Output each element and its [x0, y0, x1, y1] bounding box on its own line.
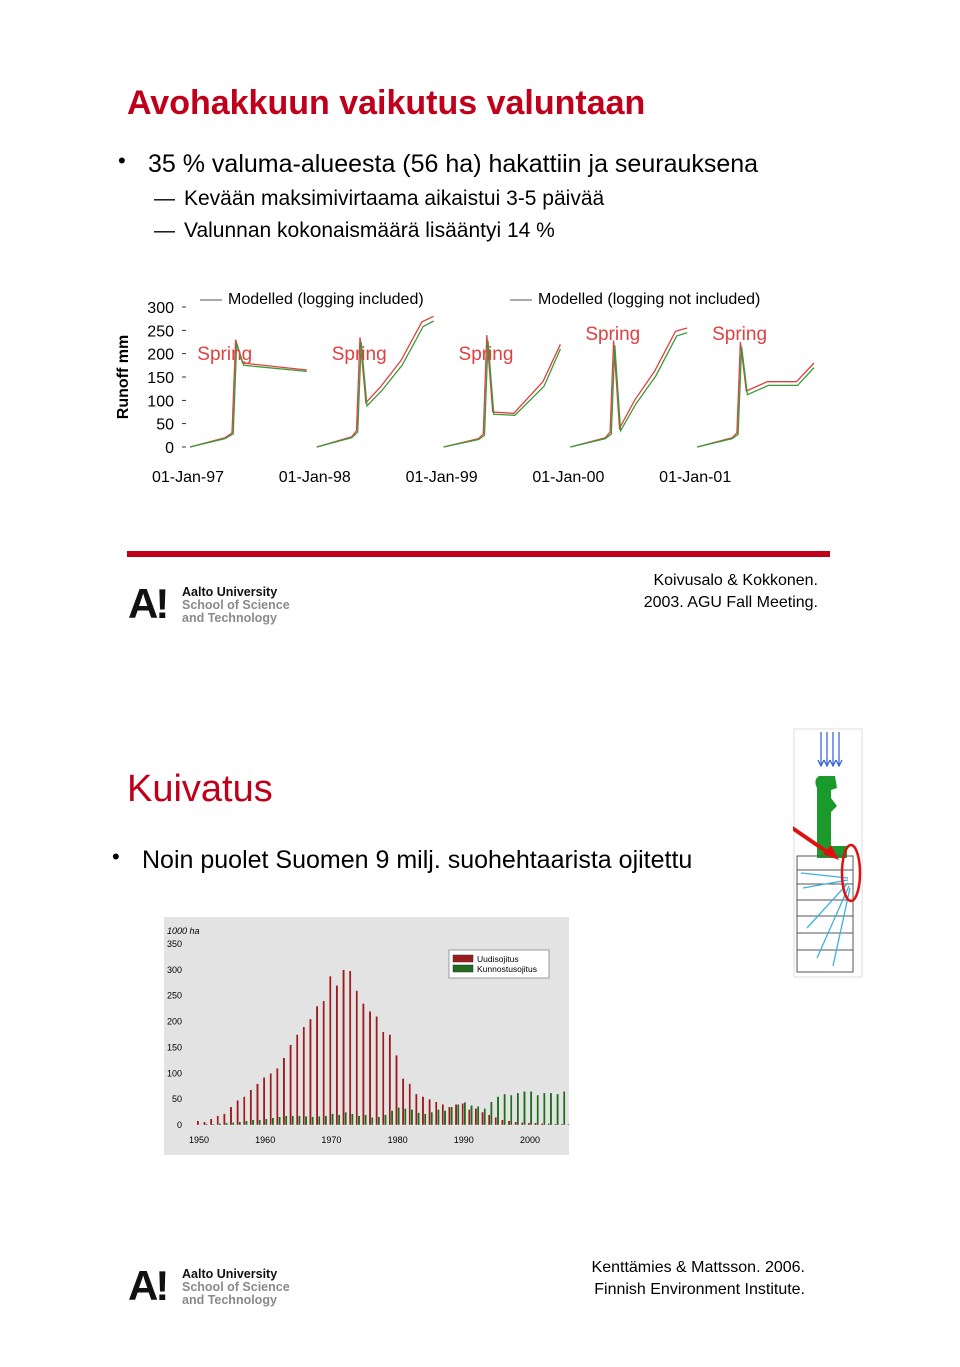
citation: [592, 1257, 805, 1301]
bar-kunnostusojitus: [477, 1106, 479, 1125]
bar-uudisojitus: [376, 1016, 378, 1125]
drainage-bar-chart: [164, 917, 569, 1155]
rain-arrows-icon: [818, 732, 842, 766]
bar-kunnostusojitus: [338, 1115, 340, 1125]
y-tick-label: 150: [147, 370, 174, 387]
bar-uudisojitus: [237, 1100, 239, 1125]
y-tick-label: 0: [165, 440, 174, 457]
bar-uudisojitus: [422, 1097, 424, 1125]
bar-uudisojitus: [369, 1011, 371, 1125]
bullet-item: [118, 148, 759, 179]
bar-uudisojitus: [296, 1035, 298, 1126]
series-line-logging-not-included: [317, 321, 434, 447]
bar-kunnostusojitus: [444, 1111, 446, 1125]
bar-uudisojitus: [495, 1117, 497, 1125]
y-tick-label: 0: [176, 1120, 182, 1130]
x-tick-label: 01-Jan-97: [151, 469, 225, 486]
bar-kunnostusojitus: [278, 1117, 280, 1125]
bar-kunnostusojitus: [212, 1124, 214, 1125]
bar-uudisojitus: [435, 1102, 437, 1125]
citation-line: 2003. AGU Fall Meeting.: [643, 594, 818, 611]
bullet-text: Noin puolet Suomen 9 milj. suohehtaarista ojitettu: [142, 846, 693, 874]
bar-kunnostusojitus: [457, 1104, 459, 1125]
bar-uudisojitus: [402, 1078, 404, 1125]
bar-kunnostusojitus: [312, 1117, 314, 1125]
slide-title: Kuivatus: [127, 768, 273, 810]
bar-uudisojitus: [488, 1115, 490, 1125]
bar-uudisojitus: [462, 1103, 464, 1125]
series-line-logging-included: [317, 316, 434, 447]
bar-uudisojitus: [197, 1121, 199, 1125]
bar-kunnostusojitus: [530, 1091, 532, 1125]
bar-kunnostusojitus: [245, 1121, 247, 1125]
bar-uudisojitus: [210, 1119, 212, 1125]
logo-line-3: and Technology: [182, 611, 277, 625]
spring-annotation: Spring: [197, 344, 253, 365]
bar-uudisojitus: [409, 1084, 411, 1125]
bar-uudisojitus: [223, 1114, 225, 1125]
bar-kunnostusojitus: [424, 1114, 426, 1125]
sub-bullet-item: [154, 187, 605, 211]
bar-uudisojitus: [356, 991, 358, 1125]
bar-uudisojitus: [250, 1090, 252, 1125]
bar-uudisojitus: [528, 1123, 530, 1125]
legend-swatch: [453, 955, 473, 962]
y-tick-label: 250: [147, 323, 174, 341]
bar-kunnostusojitus: [331, 1114, 333, 1125]
legend-label: Modelled (logging not included): [538, 291, 761, 308]
legend-swatch: [453, 965, 473, 972]
y-tick-label: 100: [166, 1068, 182, 1079]
logo-line-1: Aalto University: [182, 1267, 278, 1281]
bar-kunnostusojitus: [398, 1107, 400, 1125]
slide-2: [0, 684, 960, 1367]
bar-uudisojitus: [442, 1104, 444, 1125]
bar-kunnostusojitus: [371, 1117, 373, 1125]
bar-kunnostusojitus: [298, 1116, 300, 1125]
bar-kunnostusojitus: [504, 1094, 506, 1125]
bar-kunnostusojitus: [563, 1091, 565, 1125]
divider-bar: [127, 551, 830, 557]
series-line-logging-not-included: [697, 347, 814, 447]
bar-uudisojitus: [309, 1019, 311, 1125]
logo-line-1: Aalto University: [182, 585, 278, 599]
series-line-logging-included: [570, 328, 687, 447]
bar-uudisojitus: [515, 1122, 517, 1125]
bar-uudisojitus: [349, 971, 351, 1125]
bar-uudisojitus: [329, 976, 331, 1125]
bar-uudisojitus: [256, 1084, 258, 1125]
bar-uudisojitus: [336, 985, 338, 1125]
bar-uudisojitus: [554, 1124, 556, 1125]
x-tick-label: 1980: [387, 1135, 408, 1145]
bar-kunnostusojitus: [265, 1119, 267, 1125]
bar-uudisojitus: [521, 1122, 523, 1125]
dash-icon: —: [154, 219, 175, 242]
spring-annotation: Spring: [712, 324, 768, 345]
bar-uudisojitus: [342, 970, 344, 1125]
x-tick-label: 01-Jan-01: [659, 469, 732, 486]
citation: [644, 570, 818, 614]
bar-kunnostusojitus: [431, 1112, 433, 1125]
bar-uudisojitus: [276, 1068, 278, 1125]
y-tick-label: 50: [171, 1094, 182, 1105]
logo-line-3: and Technology: [182, 1293, 277, 1307]
bar-kunnostusojitus: [259, 1120, 261, 1125]
x-tick-label: 1950: [188, 1135, 210, 1145]
highlight-circle: [842, 845, 860, 901]
bullet-text: 35 % valuma-alueesta (56 ha) hakattiin ja seurauksena: [148, 150, 759, 178]
bar-kunnostusojitus: [365, 1115, 367, 1125]
y-tick-label: 50: [156, 416, 174, 434]
bar-uudisojitus: [303, 1027, 305, 1125]
logo-line-2: School of Science: [182, 598, 290, 612]
y-tick-label: 200: [147, 346, 174, 364]
bar-kunnostusojitus: [550, 1093, 552, 1125]
bar-kunnostusojitus: [285, 1116, 287, 1125]
bar-kunnostusojitus: [490, 1102, 492, 1125]
bar-uudisojitus: [455, 1104, 457, 1125]
bar-uudisojitus: [481, 1112, 483, 1125]
bar-uudisojitus: [468, 1109, 470, 1125]
bar-kunnostusojitus: [378, 1117, 380, 1125]
bar-kunnostusojitus: [225, 1123, 227, 1125]
bar-uudisojitus: [270, 1073, 272, 1125]
bar-uudisojitus: [415, 1094, 417, 1125]
bar-uudisojitus: [508, 1121, 510, 1125]
spring-annotation: Spring: [331, 344, 387, 365]
bar-uudisojitus: [289, 1045, 291, 1125]
x-tick-label: 1960: [255, 1135, 276, 1145]
bar-uudisojitus: [501, 1120, 503, 1125]
bar-kunnostusojitus: [556, 1094, 558, 1125]
bar-kunnostusojitus: [497, 1097, 499, 1125]
bar-kunnostusojitus: [417, 1113, 419, 1125]
x-tick-label: 01-Jan-98: [278, 469, 351, 486]
x-tick-label: 01-Jan-99: [405, 469, 478, 486]
bar-kunnostusojitus: [239, 1122, 241, 1125]
sub-bullet-item: [154, 219, 555, 243]
bar-uudisojitus: [389, 1035, 391, 1126]
bar-uudisojitus: [263, 1077, 265, 1125]
legend-label: Kunnostusojitus: [477, 964, 538, 974]
sub-bullet-text: Kevään maksimivirtaama aikaistui 3-5 päivää: [184, 187, 605, 210]
bar-uudisojitus: [395, 1055, 397, 1125]
drainage-illustration: [793, 728, 863, 978]
bar-uudisojitus: [323, 1001, 325, 1125]
citation-line: Koivusalo & Kokkonen.: [653, 572, 818, 589]
bar-kunnostusojitus: [351, 1114, 353, 1125]
bar-uudisojitus: [475, 1108, 477, 1125]
x-tick-label: 1990: [453, 1135, 474, 1145]
citation-line: Kenttämies & Mattsson. 2006.: [591, 1259, 805, 1276]
bar-kunnostusojitus: [411, 1109, 413, 1125]
bar-kunnostusojitus: [510, 1095, 512, 1125]
bar-kunnostusojitus: [464, 1102, 466, 1125]
series-line-logging-included: [697, 342, 814, 447]
aalto-a-icon: A!: [128, 1262, 167, 1309]
series-line-logging-not-included: [570, 333, 687, 447]
bullet-item: [112, 844, 693, 875]
bullet-dot-icon: •: [112, 844, 120, 869]
x-tick-label: 01-Jan-00: [532, 469, 605, 486]
bar-uudisojitus: [283, 1058, 285, 1125]
x-tick-label: 1970: [321, 1135, 342, 1145]
bar-kunnostusojitus: [470, 1105, 472, 1125]
bar-kunnostusojitus: [199, 1124, 201, 1125]
bar-kunnostusojitus: [384, 1115, 386, 1125]
sub-bullet-text: Valunnan kokonaismäärä lisääntyi 14 %: [184, 219, 555, 242]
bar-kunnostusojitus: [517, 1093, 519, 1125]
bar-uudisojitus: [548, 1123, 550, 1125]
legend-label: Uudisojitus: [477, 954, 519, 964]
bar-kunnostusojitus: [206, 1124, 208, 1125]
spring-annotation: Spring: [585, 324, 641, 345]
bar-kunnostusojitus: [252, 1120, 254, 1125]
y-tick-label: 250: [166, 990, 182, 1001]
bar-kunnostusojitus: [232, 1122, 234, 1125]
aalto-a-icon: A!: [128, 580, 167, 627]
runoff-chart: [100, 280, 900, 500]
bar-kunnostusojitus: [543, 1093, 545, 1125]
citation-line: Finnish Environment Institute.: [594, 1281, 805, 1298]
bar-kunnostusojitus: [305, 1116, 307, 1125]
bar-uudisojitus: [448, 1107, 450, 1125]
x-tick-label: 2000: [519, 1135, 541, 1145]
bar-kunnostusojitus: [219, 1123, 221, 1125]
y-tick-label: 300: [166, 964, 182, 975]
y-tick-label: 100: [147, 393, 174, 411]
bar-uudisojitus: [382, 1032, 384, 1125]
bar-kunnostusojitus: [404, 1108, 406, 1125]
bar-kunnostusojitus: [345, 1112, 347, 1125]
y-tick-label: 200: [166, 1016, 182, 1027]
bar-kunnostusojitus: [318, 1116, 320, 1125]
bar-uudisojitus: [568, 1124, 569, 1125]
bar-kunnostusojitus: [391, 1111, 393, 1125]
bar-uudisojitus: [541, 1123, 543, 1125]
bar-kunnostusojitus: [523, 1091, 525, 1125]
bar-uudisojitus: [316, 1006, 318, 1125]
bar-kunnostusojitus: [451, 1107, 453, 1125]
bar-uudisojitus: [429, 1099, 431, 1125]
bar-uudisojitus: [203, 1122, 205, 1125]
bar-uudisojitus: [243, 1097, 245, 1125]
bar-kunnostusojitus: [325, 1116, 327, 1125]
bar-uudisojitus: [230, 1107, 232, 1125]
bar-kunnostusojitus: [272, 1118, 274, 1125]
slide-title: Avohakkuun vaikutus valuntaan: [127, 84, 646, 122]
bar-uudisojitus: [217, 1116, 219, 1125]
y-tick-label: 350: [166, 939, 182, 949]
spring-annotation: Spring: [458, 344, 514, 365]
bar-kunnostusojitus: [537, 1095, 539, 1125]
bar-uudisojitus: [561, 1124, 563, 1125]
bar-uudisojitus: [534, 1123, 536, 1125]
y-axis-label: 1000 ha: [167, 926, 200, 936]
y-tick-label: 150: [166, 1042, 182, 1053]
bar-kunnostusojitus: [484, 1108, 486, 1125]
logo-line-2: School of Science: [182, 1280, 290, 1294]
dash-icon: —: [154, 187, 175, 210]
y-tick-label: 300: [147, 300, 174, 317]
y-axis-label: Runoff mm: [115, 334, 132, 420]
bar-kunnostusojitus: [437, 1109, 439, 1125]
bar-kunnostusojitus: [292, 1116, 294, 1125]
bar-kunnostusojitus: [358, 1116, 360, 1125]
bullet-dot-icon: •: [118, 148, 126, 173]
bar-uudisojitus: [362, 1003, 364, 1125]
legend-label: Modelled (logging included): [228, 291, 424, 308]
